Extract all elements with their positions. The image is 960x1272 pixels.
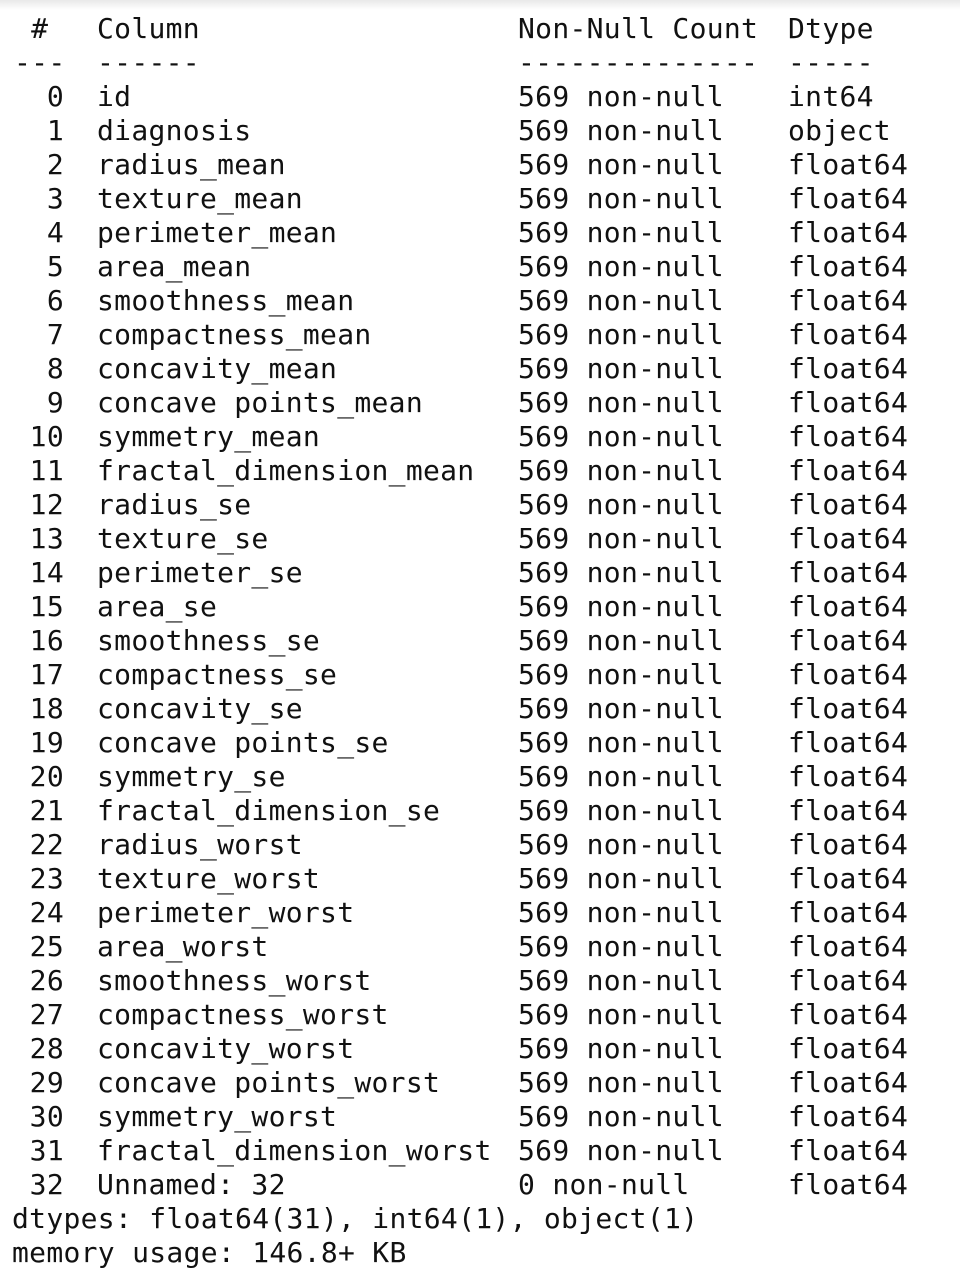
row-index: 11 bbox=[29, 454, 64, 487]
row-index: 29 bbox=[29, 1066, 64, 1099]
header-column: Column bbox=[97, 12, 200, 45]
row-index: 32 bbox=[29, 1168, 64, 1201]
table-row bbox=[0, 658, 960, 692]
row-non-null-count: 569 non-null bbox=[518, 318, 724, 351]
table-row bbox=[0, 760, 960, 794]
row-dtype: float64 bbox=[788, 862, 909, 895]
row-dtype: int64 bbox=[788, 80, 874, 113]
row-index: 21 bbox=[29, 794, 64, 827]
row-non-null-count: 569 non-null bbox=[518, 148, 724, 181]
row-non-null-count: 569 non-null bbox=[518, 420, 724, 453]
row-index: 24 bbox=[29, 896, 64, 929]
row-dtype: float64 bbox=[788, 828, 909, 861]
row-column-name: smoothness_mean bbox=[97, 284, 355, 317]
row-dtype: float64 bbox=[788, 1066, 909, 1099]
row-non-null-count: 569 non-null bbox=[518, 658, 724, 691]
row-index: 22 bbox=[29, 828, 64, 861]
table-row bbox=[0, 556, 960, 590]
row-non-null-count: 569 non-null bbox=[518, 80, 724, 113]
row-index: 20 bbox=[29, 760, 64, 793]
row-index: 17 bbox=[29, 658, 64, 691]
table-row bbox=[0, 590, 960, 624]
table-row bbox=[0, 624, 960, 658]
row-dtype: float64 bbox=[788, 352, 909, 385]
row-dtype: float64 bbox=[788, 964, 909, 997]
row-column-name: area_se bbox=[97, 590, 218, 623]
row-column-name: diagnosis bbox=[97, 114, 252, 147]
row-column-name: concave points_se bbox=[97, 726, 389, 759]
info-separator-row bbox=[0, 46, 960, 80]
row-index: 4 bbox=[46, 216, 64, 249]
row-column-name: concavity_mean bbox=[97, 352, 338, 385]
row-dtype: float64 bbox=[788, 182, 909, 215]
row-non-null-count: 569 non-null bbox=[518, 998, 724, 1031]
table-row bbox=[0, 896, 960, 930]
header-dtype: Dtype bbox=[788, 12, 874, 45]
row-column-name: compactness_worst bbox=[97, 998, 389, 1031]
row-column-name: symmetry_mean bbox=[97, 420, 321, 453]
row-non-null-count: 569 non-null bbox=[518, 454, 724, 487]
row-non-null-count: 569 non-null bbox=[518, 1100, 724, 1133]
table-row bbox=[0, 1100, 960, 1134]
separator-dtype: ----- bbox=[788, 46, 874, 79]
row-non-null-count: 569 non-null bbox=[518, 488, 724, 521]
table-row bbox=[0, 692, 960, 726]
row-non-null-count: 569 non-null bbox=[518, 590, 724, 623]
row-column-name: compactness_se bbox=[97, 658, 338, 691]
row-column-name: Unnamed: 32 bbox=[97, 1168, 286, 1201]
row-column-name: fractal_dimension_se bbox=[97, 794, 441, 827]
row-non-null-count: 569 non-null bbox=[518, 930, 724, 963]
row-index: 13 bbox=[29, 522, 64, 555]
row-non-null-count: 569 non-null bbox=[518, 1134, 724, 1167]
row-index: 25 bbox=[29, 930, 64, 963]
row-dtype: float64 bbox=[788, 692, 909, 725]
table-row bbox=[0, 1168, 960, 1202]
row-dtype: float64 bbox=[788, 148, 909, 181]
info-rows bbox=[0, 80, 960, 1202]
row-dtype: float64 bbox=[788, 216, 909, 249]
row-index: 16 bbox=[29, 624, 64, 657]
row-dtype: float64 bbox=[788, 454, 909, 487]
row-non-null-count: 569 non-null bbox=[518, 828, 724, 861]
row-column-name: area_worst bbox=[97, 930, 269, 963]
table-row bbox=[0, 964, 960, 998]
row-column-name: smoothness_se bbox=[97, 624, 321, 657]
row-index: 2 bbox=[46, 148, 64, 181]
table-row bbox=[0, 216, 960, 250]
table-row bbox=[0, 930, 960, 964]
row-dtype: float64 bbox=[788, 726, 909, 759]
row-dtype: float64 bbox=[788, 1134, 909, 1167]
table-row bbox=[0, 1066, 960, 1100]
row-dtype: float64 bbox=[788, 250, 909, 283]
row-index: 3 bbox=[46, 182, 64, 215]
row-non-null-count: 569 non-null bbox=[518, 352, 724, 385]
row-index: 28 bbox=[29, 1032, 64, 1065]
table-row bbox=[0, 998, 960, 1032]
row-column-name: perimeter_se bbox=[97, 556, 303, 589]
table-row bbox=[0, 386, 960, 420]
dtypes-summary: dtypes: float64(31), int64(1), object(1) bbox=[12, 1202, 699, 1235]
table-row bbox=[0, 1032, 960, 1066]
row-non-null-count: 569 non-null bbox=[518, 522, 724, 555]
table-row bbox=[0, 454, 960, 488]
row-non-null-count: 569 non-null bbox=[518, 896, 724, 929]
row-index: 19 bbox=[29, 726, 64, 759]
table-row bbox=[0, 284, 960, 318]
row-column-name: symmetry_worst bbox=[97, 1100, 338, 1133]
row-non-null-count: 569 non-null bbox=[518, 114, 724, 147]
table-row bbox=[0, 794, 960, 828]
header-index: # bbox=[14, 12, 49, 45]
row-dtype: float64 bbox=[788, 794, 909, 827]
row-dtype: float64 bbox=[788, 930, 909, 963]
row-dtype: float64 bbox=[788, 556, 909, 589]
row-column-name: concave points_worst bbox=[97, 1066, 441, 1099]
output-top-edge bbox=[0, 0, 960, 10]
table-row bbox=[0, 522, 960, 556]
header-non-null-count: Non-Null Count bbox=[518, 12, 759, 45]
row-non-null-count: 569 non-null bbox=[518, 1066, 724, 1099]
row-index: 23 bbox=[29, 862, 64, 895]
row-non-null-count: 569 non-null bbox=[518, 862, 724, 895]
row-dtype: float64 bbox=[788, 590, 909, 623]
row-column-name: texture_mean bbox=[97, 182, 303, 215]
row-dtype: float64 bbox=[788, 386, 909, 419]
row-non-null-count: 569 non-null bbox=[518, 556, 724, 589]
table-row bbox=[0, 862, 960, 896]
row-dtype: float64 bbox=[788, 284, 909, 317]
row-non-null-count: 569 non-null bbox=[518, 182, 724, 215]
row-dtype: float64 bbox=[788, 1032, 909, 1065]
table-row bbox=[0, 420, 960, 454]
dataframe-info-output bbox=[0, 12, 960, 1270]
separator-non-null-count: -------------- bbox=[518, 46, 759, 79]
row-column-name: symmetry_se bbox=[97, 760, 286, 793]
row-dtype: float64 bbox=[788, 488, 909, 521]
row-index: 10 bbox=[29, 420, 64, 453]
row-column-name: texture_worst bbox=[97, 862, 321, 895]
row-column-name: texture_se bbox=[97, 522, 269, 555]
row-dtype: float64 bbox=[788, 760, 909, 793]
row-dtype: float64 bbox=[788, 624, 909, 657]
row-dtype: float64 bbox=[788, 420, 909, 453]
separator-column: ------ bbox=[97, 46, 200, 79]
row-index: 9 bbox=[46, 386, 64, 419]
row-column-name: fractal_dimension_worst bbox=[97, 1134, 492, 1167]
row-index: 26 bbox=[29, 964, 64, 997]
row-dtype: float64 bbox=[788, 896, 909, 929]
table-row bbox=[0, 114, 960, 148]
row-non-null-count: 569 non-null bbox=[518, 794, 724, 827]
row-index: 8 bbox=[46, 352, 64, 385]
row-index: 30 bbox=[29, 1100, 64, 1133]
row-column-name: radius_mean bbox=[97, 148, 286, 181]
info-header-row bbox=[0, 12, 960, 46]
row-column-name: id bbox=[97, 80, 132, 113]
separator-index: --- bbox=[14, 46, 66, 79]
row-non-null-count: 569 non-null bbox=[518, 760, 724, 793]
table-row bbox=[0, 726, 960, 760]
row-index: 27 bbox=[29, 998, 64, 1031]
row-non-null-count: 569 non-null bbox=[518, 386, 724, 419]
memory-usage: memory usage: 146.8+ KB bbox=[12, 1236, 407, 1269]
table-row bbox=[0, 250, 960, 284]
row-column-name: perimeter_worst bbox=[97, 896, 355, 929]
table-row bbox=[0, 182, 960, 216]
row-index: 7 bbox=[46, 318, 64, 351]
row-non-null-count: 569 non-null bbox=[518, 964, 724, 997]
row-index: 31 bbox=[29, 1134, 64, 1167]
row-column-name: fractal_dimension_mean bbox=[97, 454, 475, 487]
row-dtype: float64 bbox=[788, 1168, 909, 1201]
row-column-name: radius_worst bbox=[97, 828, 303, 861]
row-index: 15 bbox=[29, 590, 64, 623]
row-column-name: concavity_worst bbox=[97, 1032, 355, 1065]
row-non-null-count: 569 non-null bbox=[518, 284, 724, 317]
table-row bbox=[0, 488, 960, 522]
table-row bbox=[0, 318, 960, 352]
row-index: 0 bbox=[46, 80, 64, 113]
row-dtype: float64 bbox=[788, 318, 909, 351]
row-dtype: float64 bbox=[788, 1100, 909, 1133]
row-index: 5 bbox=[46, 250, 64, 283]
row-column-name: concavity_se bbox=[97, 692, 303, 725]
row-dtype: object bbox=[788, 114, 891, 147]
row-column-name: perimeter_mean bbox=[97, 216, 338, 249]
row-non-null-count: 0 non-null bbox=[518, 1168, 690, 1201]
row-index: 6 bbox=[46, 284, 64, 317]
row-index: 14 bbox=[29, 556, 64, 589]
row-non-null-count: 569 non-null bbox=[518, 216, 724, 249]
row-column-name: area_mean bbox=[97, 250, 252, 283]
table-row bbox=[0, 148, 960, 182]
row-dtype: float64 bbox=[788, 998, 909, 1031]
row-index: 12 bbox=[29, 488, 64, 521]
row-non-null-count: 569 non-null bbox=[518, 250, 724, 283]
row-column-name: radius_se bbox=[97, 488, 252, 521]
row-index: 1 bbox=[46, 114, 64, 147]
row-dtype: float64 bbox=[788, 522, 909, 555]
table-row bbox=[0, 1134, 960, 1168]
row-column-name: concave points_mean bbox=[97, 386, 423, 419]
table-row bbox=[0, 828, 960, 862]
row-non-null-count: 569 non-null bbox=[518, 692, 724, 725]
row-non-null-count: 569 non-null bbox=[518, 726, 724, 759]
row-non-null-count: 569 non-null bbox=[518, 1032, 724, 1065]
row-non-null-count: 569 non-null bbox=[518, 624, 724, 657]
row-index: 18 bbox=[29, 692, 64, 725]
row-dtype: float64 bbox=[788, 658, 909, 691]
table-row bbox=[0, 80, 960, 114]
table-row bbox=[0, 352, 960, 386]
row-column-name: smoothness_worst bbox=[97, 964, 372, 997]
row-column-name: compactness_mean bbox=[97, 318, 372, 351]
